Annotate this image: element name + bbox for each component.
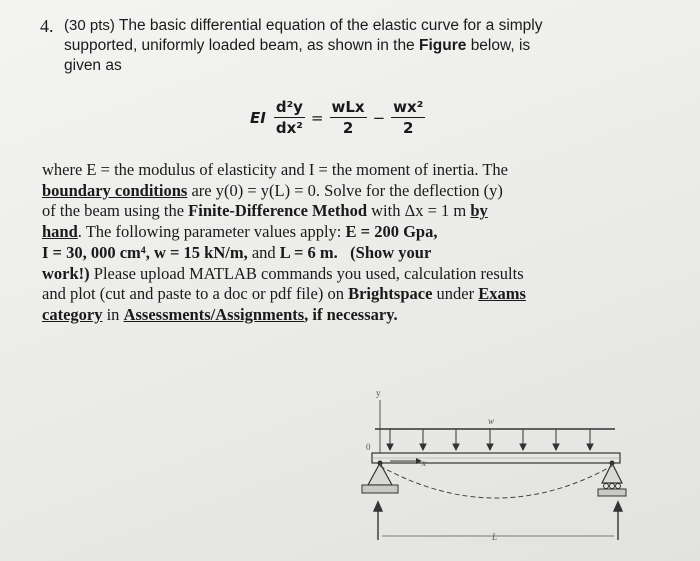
under-word: under <box>432 284 479 304</box>
hand-word: hand <box>42 222 78 242</box>
eq-lhs-numerator: d²y <box>275 98 303 116</box>
reaction-arrows <box>374 502 622 540</box>
body-line-3 <box>42 201 674 222</box>
body-line-5 <box>42 243 674 264</box>
beam-figure <box>330 380 640 550</box>
left-pin-support <box>362 461 398 494</box>
category-term: category <box>42 304 103 324</box>
intro-line-2: supported, uniformly loaded beam, as shown in the <box>64 37 415 54</box>
in-word: in <box>102 304 124 324</box>
assessments-term: Assessments/Assignments <box>123 304 305 324</box>
and-word: and <box>247 242 280 262</box>
body-line-7 <box>42 284 674 305</box>
upload-instructions: Please upload MATLAB commands you used, calculation results <box>89 263 524 283</box>
body-line-6 <box>42 264 674 285</box>
param-L: L = 6 m. <box>279 242 338 262</box>
if-necessary: , if necessary. <box>304 304 398 324</box>
problem-body <box>42 160 674 326</box>
eq-lhs-fraction <box>274 98 305 137</box>
figure-word: Figure <box>419 37 467 54</box>
plot-instructions: and plot (cut and paste to a doc or pdf file) on <box>42 284 349 304</box>
intro-line-1: The basic differential equation of the elastic curve for a simply <box>118 17 543 34</box>
points-label: (30 pts) <box>64 17 115 34</box>
right-roller-support <box>598 461 626 497</box>
eq-lhs-denominator: dx² <box>275 119 303 137</box>
x-axis-label: x <box>422 458 426 468</box>
problem-header <box>40 16 680 76</box>
deflection-curve <box>380 466 612 498</box>
length-label: L <box>492 532 498 542</box>
eq-equals: = <box>310 108 324 127</box>
problem-intro <box>64 16 680 76</box>
body-line-8 <box>42 305 674 326</box>
problem-number: 4. <box>40 16 54 36</box>
boundary-conditions-text: are y(0) = y(L) = 0. Solve for the deflection (y) <box>187 180 503 200</box>
differential-equation <box>250 98 425 137</box>
show-work-start: (Show your <box>337 242 432 262</box>
boundary-conditions-term: boundary conditions <box>42 180 188 200</box>
eq-coefficient: EI <box>250 108 266 127</box>
parameter-intro: . The following parameter values apply: <box>77 222 346 242</box>
finite-difference-term: Finite-Difference Method <box>188 201 368 221</box>
exams-term: Exams <box>478 284 526 304</box>
eq-term1-numerator: wLx <box>331 98 365 116</box>
method-prefix: of the beam using the <box>42 201 189 221</box>
body-line-4 <box>42 222 674 243</box>
eq-term2-fraction <box>391 98 425 137</box>
step-size: with Δx = 1 m <box>367 201 471 221</box>
eq-term1-fraction <box>330 98 367 137</box>
y-axis-label: y <box>376 388 381 398</box>
eq-term2-numerator: wx² <box>393 98 424 116</box>
intro-line-4: given as <box>64 57 122 74</box>
brightspace-term: Brightspace <box>348 284 433 304</box>
body-line-2 <box>42 181 674 202</box>
eq-term1-denominator: 2 <box>342 119 354 137</box>
load-arrows <box>387 429 593 450</box>
eq-minus: − <box>372 108 386 127</box>
load-label: w <box>488 416 495 426</box>
show-work-end: work!) <box>42 263 90 283</box>
intro-line-3: below, is <box>470 37 531 54</box>
by-word: by <box>470 201 488 221</box>
param-I-w: I = 30, 000 cm⁴, w = 15 kN/m, <box>42 242 248 262</box>
origin-label: 0 <box>366 442 371 452</box>
body-line-1: where E = the modulus of elasticity and I = the moment of inertia. The <box>42 160 508 179</box>
param-E: E = 200 Gpa, <box>345 222 438 242</box>
eq-term2-denominator: 2 <box>403 119 414 137</box>
